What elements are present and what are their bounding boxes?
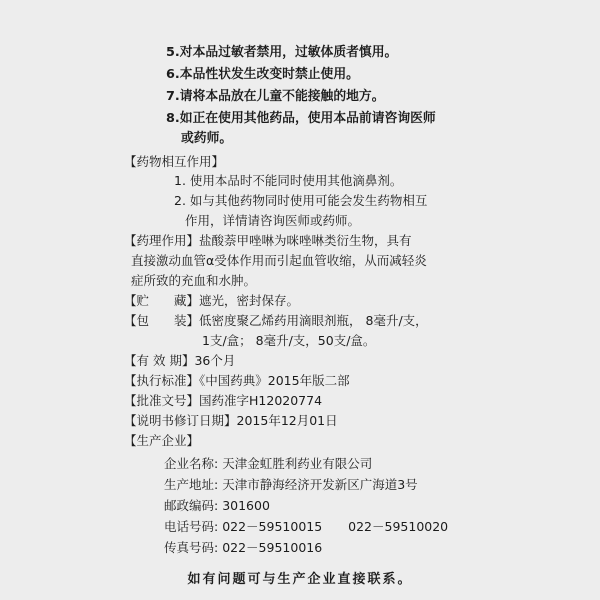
approval-label: 【批准文号】 xyxy=(124,393,200,408)
packaging-label: 【包 装】 xyxy=(124,313,200,328)
precaution-number: 8. xyxy=(166,111,180,126)
standard-row xyxy=(124,372,350,390)
approval-value: 国药准字H12020774 xyxy=(199,393,323,408)
pharmacology-line-2: 直接激动血管α受体作用而引起血管收缩，从而减轻炎 xyxy=(131,253,427,268)
approval-row xyxy=(124,392,322,410)
precaution-text: 对本品过敏者禁用，过敏体质者慎用。 xyxy=(179,45,398,60)
revision-row xyxy=(124,412,338,430)
manufacturer-phone-1: 022－59510015 xyxy=(222,519,323,534)
manufacturer-fax-label: 传真号码: xyxy=(164,540,219,555)
precaution-text: 或药师。 xyxy=(181,131,233,146)
interaction-item-2-continued: 作用，详情请咨询医师或药师。 xyxy=(185,213,361,228)
storage-value: 遮光，密封保存。 xyxy=(199,293,300,308)
pharmacology-label: 【药理作用】 xyxy=(124,233,200,248)
manufacturer-phone-2: 022－59510020 xyxy=(348,519,449,534)
manufacturer-name: 天津金虹胜利药业有限公司 xyxy=(222,456,373,471)
manufacturer-phone-row xyxy=(164,518,448,536)
interaction-item-2: 2. 如与其他药物同时使用可能会发生药物相互 xyxy=(174,193,428,208)
manufacturer-address-row xyxy=(164,476,418,494)
pharmacology-line-3: 症所致的充血和水肿。 xyxy=(131,273,257,288)
manufacturer-phone-label: 电话号码: xyxy=(164,519,219,534)
manufacturer-address: 天津市静海经济开发新区广海道3号 xyxy=(222,477,418,492)
precaution-text: 如正在使用其他药品，使用本品前请咨询医师 xyxy=(179,111,436,126)
pharmacology-section xyxy=(124,232,412,250)
precaution-7 xyxy=(166,88,385,106)
revision-value: 2015年12月01日 xyxy=(236,413,338,428)
precaution-6 xyxy=(166,66,359,84)
validity-value: 36个月 xyxy=(194,353,236,368)
precaution-text: 本品性状发生改变时禁止使用。 xyxy=(179,67,359,82)
manufacturer-heading: 【生产企业】 xyxy=(124,433,200,448)
packaging-value: 低密度聚乙烯药用滴眼剂瓶， 8毫升/支， xyxy=(199,313,428,328)
precaution-number: 6. xyxy=(166,67,180,82)
precaution-number: 7. xyxy=(166,89,180,104)
precaution-text: 请将本品放在儿童不能接触的地方。 xyxy=(179,89,385,104)
manufacturer-name-label: 企业名称: xyxy=(164,456,219,471)
revision-label: 【说明书修订日期】 xyxy=(124,413,237,428)
manufacturer-fax-row xyxy=(164,539,322,557)
manufacturer-address-label: 生产地址: xyxy=(164,477,219,492)
precaution-8-continued xyxy=(181,130,232,148)
pharmacology-text: 盐酸萘甲唑啉为咪唑啉类衍生物，具有 xyxy=(199,233,412,248)
validity-label: 【有 效 期】 xyxy=(124,353,195,368)
manufacturer-postcode: 301600 xyxy=(222,498,270,513)
storage-label: 【贮 藏】 xyxy=(124,293,200,308)
interactions-heading: 【药物相互作用】 xyxy=(124,154,225,169)
manufacturer-fax: 022－59510016 xyxy=(222,540,323,555)
validity-row xyxy=(124,352,235,370)
packaging-row xyxy=(124,312,428,330)
manufacturer-postcode-label: 邮政编码: xyxy=(164,498,219,513)
precaution-8 xyxy=(166,110,436,128)
manufacturer-postcode-row xyxy=(164,497,270,515)
precaution-number: 5. xyxy=(166,45,180,60)
contact-footer: 如有问题可与生产企业直接联系。 xyxy=(187,572,413,587)
packaging-line-2: 1支/盒； 8毫升/支，50支/盒。 xyxy=(202,333,376,348)
manufacturer-name-row xyxy=(164,455,372,473)
interaction-item-1: 1. 使用本品时不能同时使用其他滴鼻剂。 xyxy=(174,173,403,188)
precaution-5 xyxy=(166,44,397,62)
standard-value: 《中国药典》2015年版二部 xyxy=(199,373,350,388)
storage-row xyxy=(124,292,299,310)
standard-label: 【执行标准】 xyxy=(124,373,200,388)
